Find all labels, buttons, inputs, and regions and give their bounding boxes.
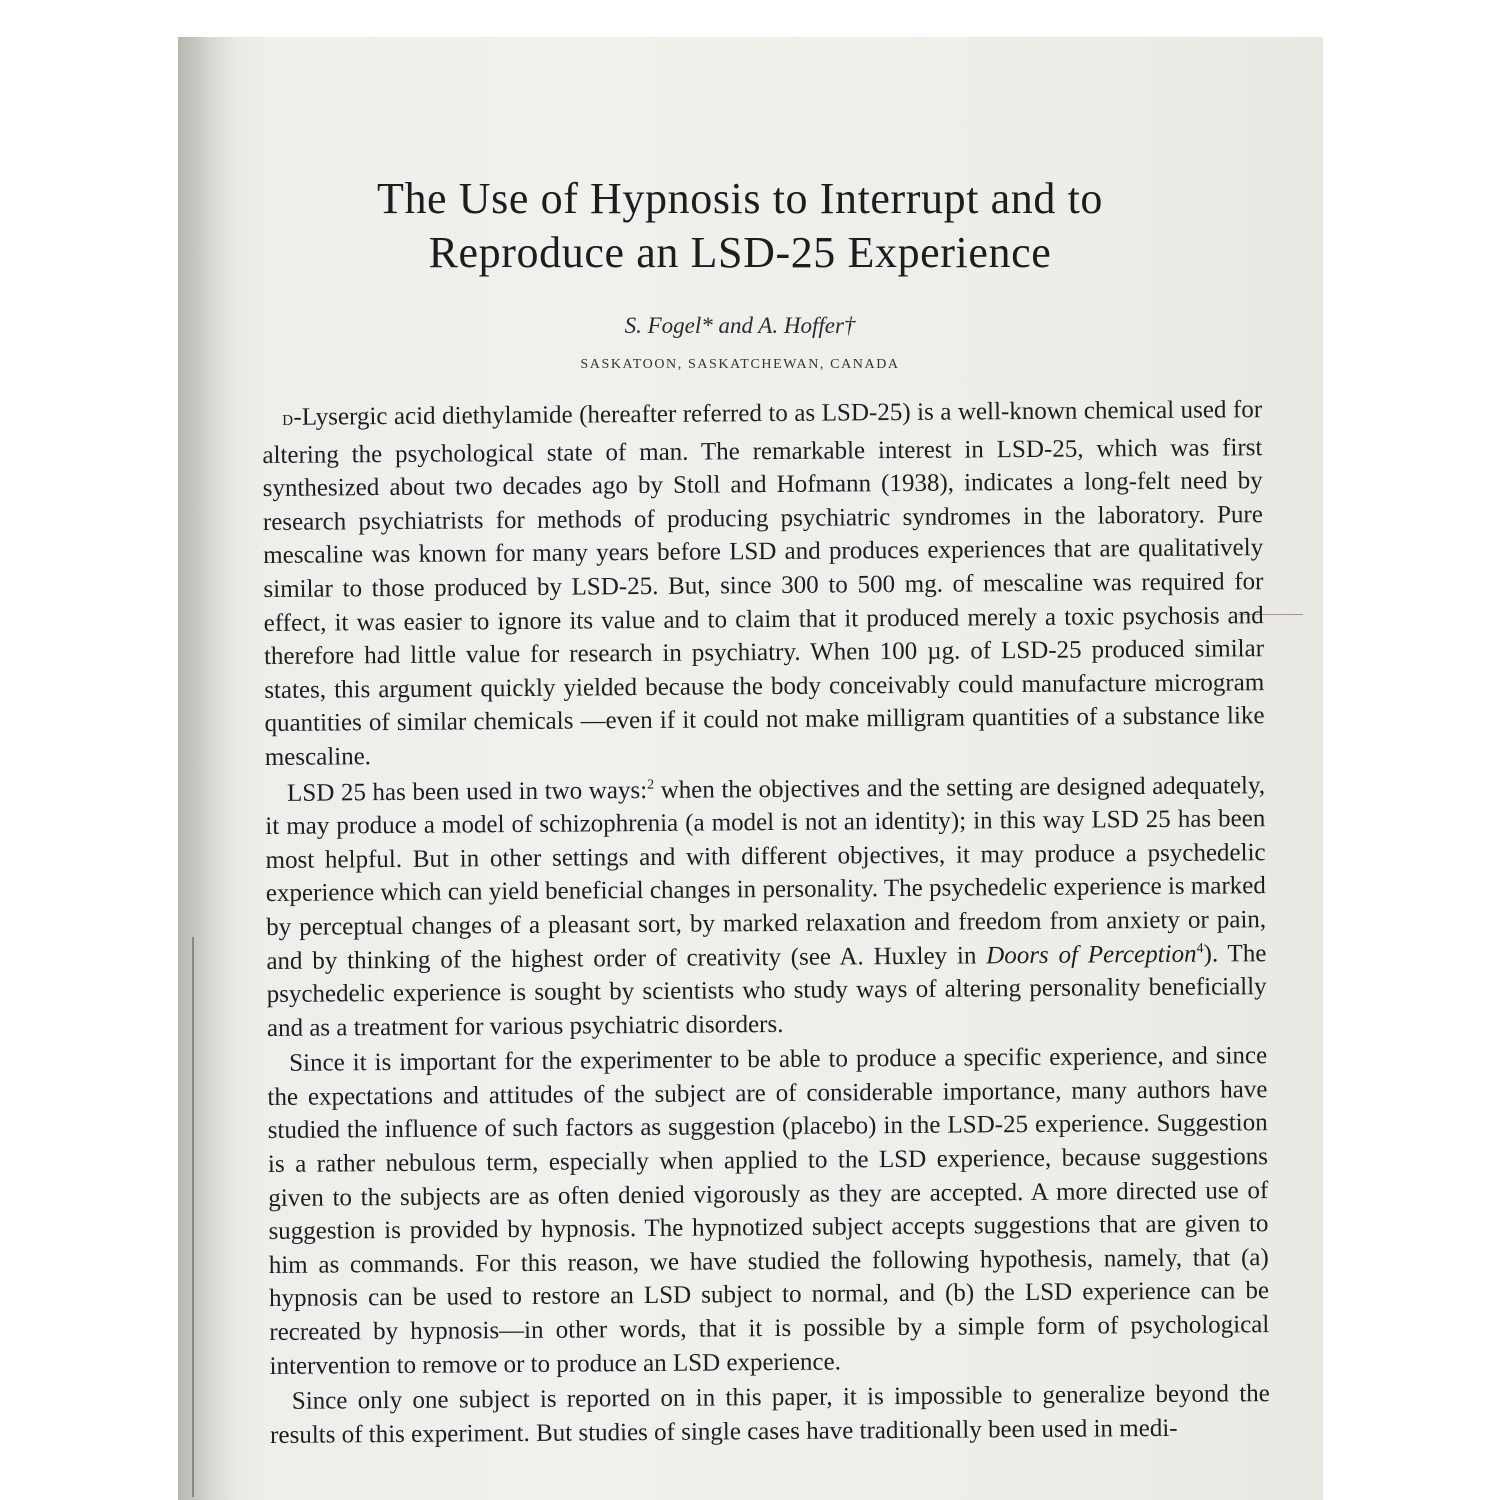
page-gutter-shadow	[178, 37, 238, 1500]
paragraph-2-text-a: LSD 25 has been used in two ways:	[286, 776, 648, 807]
paragraph-2	[265, 769, 1267, 1046]
journal-page	[178, 37, 1323, 1500]
paragraph-1	[262, 393, 1265, 774]
article-authors: S. Fogel* and A. Hoffer†	[624, 313, 856, 338]
footnote-ref-2: 2	[646, 777, 655, 793]
paragraph-2-text-b: when the objectives and the setting are designed adequately, it may produce a model of schizophrenia (a model is not an identity); in this way LSD 25 has been most helpful. But in other settings and with different objectives, it may produce a psychedelic experience which can yield beneficial changes in personality. The psychedelic experience is marked by perceptual changes of a pleasant sort, by marked relaxation and freedom from anxiety or pain, and by thinking of the highest order of creativity (see A. Huxley in	[265, 771, 1267, 975]
book-title-italic: Doors of Perception	[986, 940, 1197, 969]
title-line-1: The Use of Hypnosis to Interrupt and to	[376, 174, 1104, 223]
footnote-ref-4: 4	[1196, 940, 1204, 956]
paragraph-3-text: Since it is important for the experimenter to be able to produce a specific experience, and since the expectations and attitudes of the subject are of considerable importance, many authors have studied the influence of such factors as suggestion (placebo) in the LSD-25 experience. Suggestion is a rather nebulous term, especially when applied to the LSD experience, because suggestions given to the subjects are as often denied vigorously as they are accepted. A more directed use of suggestion is provided by hypnosis. The hypnotized subject accepts suggestions that are given to him as commands. For this reason, we have studied the following hypothesis, namely, that (a) hypnosis can be used to restore an LSD subject to normal, and (b) the LSD experience can be recreated by hypnosis—in other words, that it is possible by a simple form of psychological intervention to remove or to produce an LSD experience.	[267, 1042, 1270, 1380]
page-fold-line	[192, 937, 194, 1497]
article-body	[262, 393, 1270, 1454]
paragraph-3	[267, 1039, 1270, 1383]
paragraph-1-text: -Lysergic acid diethylamide (hereafter referred to as LSD-25) is a well-known chemical used for altering the psychological state of man. The remarkable interest in LSD-25, which was first synthesized about two decades ago by Stoll and Hofmann (1938), indicates a long-felt need by research psychiatrists for methods of producing psychiatric syndromes in the laboratory. Pure mescaline was known for many years before LSD and produces experiences that are qualitatively similar to those produced by LSD-25. But, since 300 to 500 mg. of mescaline was required for effect, it was easier to ignore its value and to claim that it produced merely a toxic psychosis and therefore had little value for research in psychiatry. When 100 µg. of LSD-25 produced similar states, this argument quickly yielded because the body conceivably could manufacture microgram quantities of similar chemicals —even if it could not make milligram quantities of a substance like mescaline.	[262, 396, 1265, 771]
article-location: SASKATOON, SASKATCHEWAN, CANADA	[580, 357, 900, 372]
smallcaps-prefix: D	[282, 412, 294, 429]
title-line-2: Reproduce an LSD-25 Experience	[428, 228, 1052, 277]
paragraph-2-text-c: ). The psychedelic experience is sought by scientists who study ways of altering personality beneficially and as a treatment for various psychiatric disorders.	[266, 939, 1267, 1042]
article-title	[290, 172, 1190, 280]
paragraph-4	[270, 1377, 1270, 1452]
paragraph-4-text: Since only one subject is reported on in this paper, it is impossible to generalize beyond the results of this experiment. But studies of single cases have traditionally been used in medi-	[270, 1380, 1270, 1449]
